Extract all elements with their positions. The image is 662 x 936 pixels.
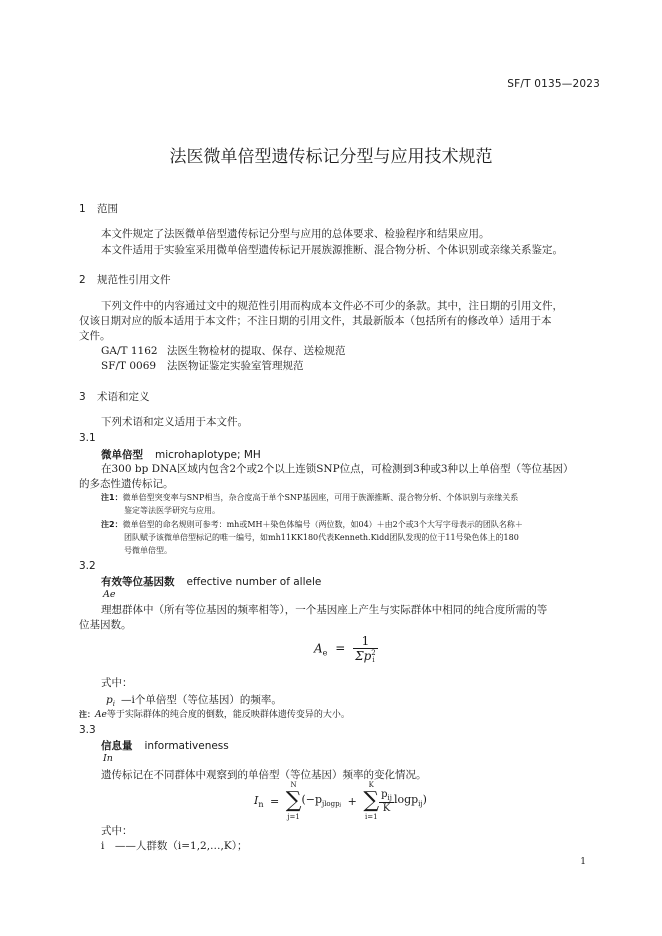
fraction-numerator: 1 [353,634,378,649]
denominator-superscript: 2 [371,648,376,657]
sum-sigma-icon: ∑ [285,788,302,813]
clause-3-2-number: 3.2 [79,560,96,572]
note-text: 微单倍型的命名规则可参考：mh或MH＋染色体编号（两位数，如04）＋由2个或3个大写字母表示的团队名称＋ [122,520,523,529]
note-2-line-2: 团队赋予该微单倍型标记的唯一编号，如mh11KK180代表Kenneth.Kidd团队发现的位于11号染色体上的180 [124,533,519,542]
sum-upper-limit: N [290,781,297,789]
term-microhaplotype [101,447,261,462]
fraction-numerator [379,789,394,803]
note-1-line-2: 鉴定等法医学研究与应用。 [124,506,220,515]
ref-title: 法医物证鉴定实验室管理规范 [167,360,304,372]
definition-line-2: 的多态性遗传标记。 [79,478,174,490]
term-subscript: j [322,800,325,809]
where-label: 式中： [101,825,133,837]
normative-ref-intro-line-2: 仅该日期对应的版本适用于本文件；不注日期的引用文件，其最新版本（包括所有的修改单）适用于本 [79,315,552,327]
section-2-heading [79,272,171,287]
formula-plus: + [347,794,357,808]
formula-fraction [353,634,378,664]
tail-logp: logp [393,793,419,807]
formula-subscript: n [258,800,264,810]
note-2-line-3: 号微单倍型。 [124,546,172,555]
terms-intro: 下列术语和定义适用于本文件。 [101,416,248,428]
term-log-p: p [335,800,340,809]
term-symbol: Ae [103,589,116,600]
term-log-p-subscript: j [339,802,342,809]
numerator-subscript: ij [387,793,392,802]
where-text: —i个单倍型（等位基因）的频率。 [120,694,282,706]
note-ae [79,709,350,721]
formula-equals: = [335,641,346,656]
page-number: 1 [580,857,586,867]
fraction-denominator: K [382,802,391,814]
formula-term-2 [393,793,427,809]
fraction-denominator [353,649,378,664]
where-symbol: p [106,694,113,706]
formula-symbol: I [254,794,259,807]
scope-paragraph-2: 本文件适用于实验室采用微单倍型遗传标记开展族源推断、混合物分析、个体识别或亲缘关系鉴定。 [101,244,563,256]
term-open: (−p [301,793,323,807]
normative-ref-intro-line-3: 文件。 [79,330,111,342]
section-title: 术语和定义 [97,391,150,403]
summation-i [363,780,379,822]
where-subscript: i [112,700,115,709]
term-en: informativeness [144,740,229,752]
term-symbol: In [103,753,113,764]
note-label: 注1： [101,493,123,502]
clause-3-3-number: 3.3 [79,724,96,736]
where-label: 式中： [101,677,133,689]
note-label: 注2： [101,520,123,529]
note-symbol: Ae [95,710,107,720]
sum-lower-limit: j=1 [287,813,300,821]
normative-ref-item [101,344,346,358]
term-effective-number-of-allele [101,574,321,589]
term-en: microhaplotype; MH [155,449,261,461]
term-log: log [324,800,336,809]
formula-symbol: A [314,641,323,656]
section-title: 范围 [97,203,118,215]
ref-code: SF/T 0069 [101,360,157,372]
definition-line-2: 位基因数。 [79,619,132,631]
denominator-subscript: i [372,655,375,664]
note-text: 微单倍型突变率与SNP相当，杂合度高于单个SNP基因座，可用于族源推断、混合物分析、个体识别与亲缘关系 [122,493,519,502]
denominator-sum: Σp [355,649,372,663]
sum-sigma-icon: ∑ [363,788,380,813]
formula-subscript: e [322,648,328,658]
normative-ref-item [101,359,304,373]
note-1 [101,492,518,504]
numerator-p: p [381,788,388,800]
formula-informativeness [254,780,427,822]
tail-subscript: ij [418,800,423,809]
scope-paragraph-1: 本文件规定了法医微单倍型遗传标记分型与应用的总体要求、检验程序和结果应用。 [101,228,490,240]
section-title: 规范性引用文件 [97,274,171,286]
definition-line-1: 理想群体中（所有等位基因的频率相等），一个基因座上产生与实际群体中相同的纯合度所需的等 [101,604,548,616]
term-informativeness [101,738,229,753]
sum-lower-limit: i=1 [364,813,378,821]
note-label: 注： [79,710,95,719]
ref-title: 法医生物检材的提取、保存、送检规范 [167,345,346,357]
definition-line: 遗传标记在不同群体中观察到的单倍型（等位基因）频率的变化情况。 [101,769,427,781]
section-1-heading [79,201,118,216]
section-3-heading [79,389,150,404]
where-definition-i: i ——人群数（i=1,2,…,K）； [101,840,248,852]
term-cn: 微单倍型 [101,449,143,461]
summation-j [286,780,302,822]
section-number: 3 [79,391,86,403]
ref-code: GA/T 1162 [101,345,158,357]
note-2 [101,519,523,531]
formula-fraction [379,789,394,814]
sum-upper-limit: K [368,781,374,789]
term-en: effective number of allele [186,576,322,588]
definition-line-1: 在300 bp DNA区域内包含2个或2个以上连锁SNP位点，可检测到3种或3种以上单倍型（等位基因） [101,463,574,475]
clause-3-1-number: 3.1 [79,432,96,444]
formula-term-1 [301,793,342,809]
document-title: 法医微单倍型遗传标记分型与应用技术规范 [169,147,493,167]
formula-equals: = [270,794,280,808]
term-cn: 有效等位基因数 [101,576,175,588]
section-number: 2 [79,274,86,286]
term-cn: 信息量 [101,740,133,752]
term-close: ) [422,793,427,807]
note-text: 等于实际群体的纯合度的倒数，能反映群体遗传变异的大小。 [106,710,350,720]
standard-number: SF/T 0135—2023 [507,78,600,90]
formula-effective-allele-number [314,634,378,664]
normative-ref-intro-line-1: 下列文件中的内容通过文中的规范性引用而构成本文件必不可少的条款。其中，注日期的引用文件， [101,300,563,312]
section-number: 1 [79,203,86,215]
